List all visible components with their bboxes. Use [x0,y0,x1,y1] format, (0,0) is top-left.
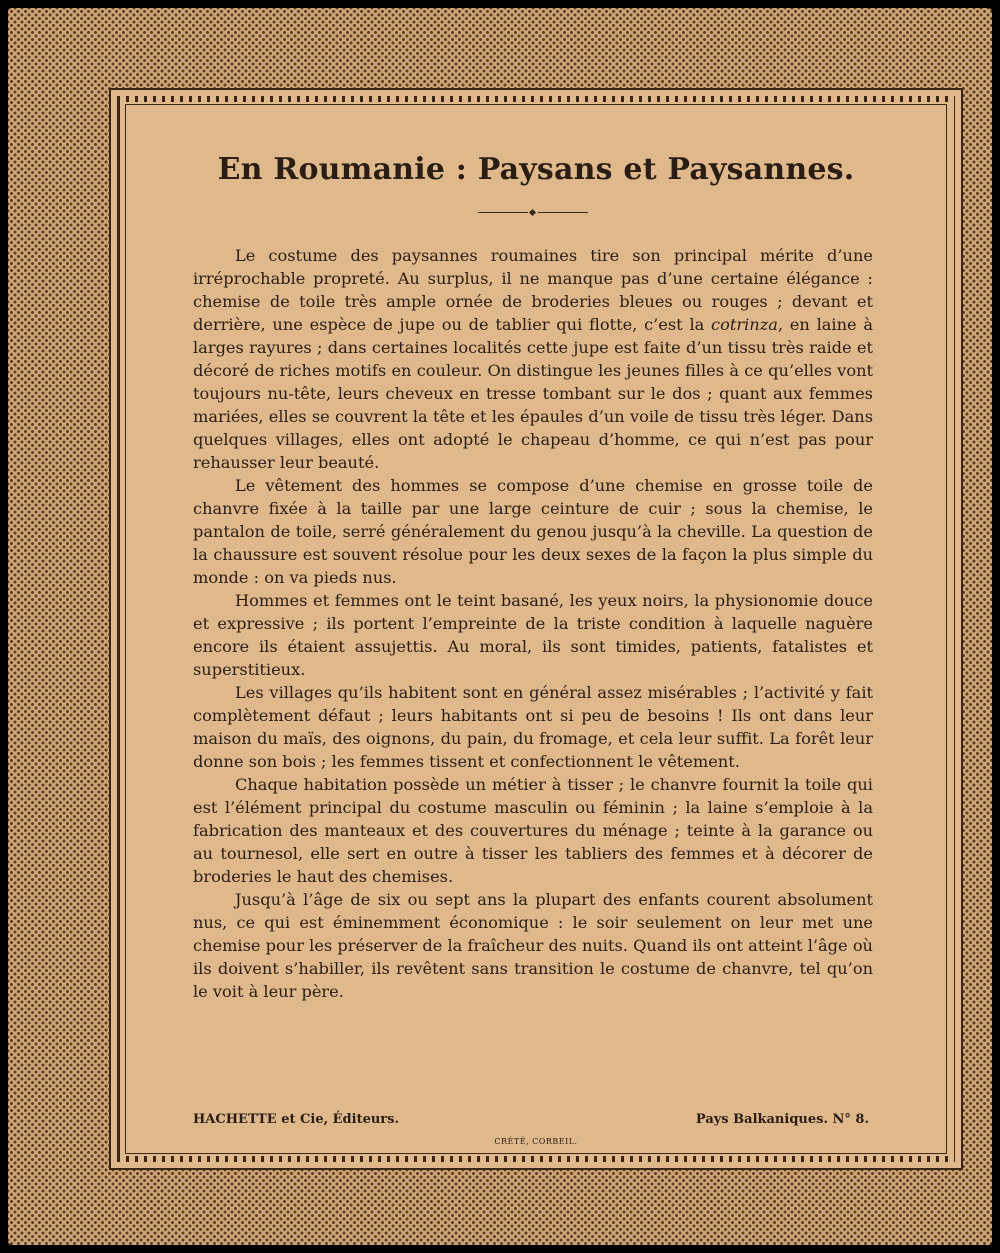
printer-credit: CRÉTÉ, CORBEIL. [494,1137,578,1146]
text-frame [109,88,963,1170]
paragraph-6: Jusqu’à l’âge de six ou sept ans la plupart des enfants courent absolument nus, ce qui est éminemment économique : le soir seulement on leur met une chemise pour les préserver de la fraîcheur des nuits. Quand ils ont atteint l’âge où ils doivent s’habiller, ils revêtent sans transition le costume de chanvre, tel qu’on le voit à leur père. [193,890,873,1001]
article-body [193,244,873,1003]
notebook-cover [8,8,992,1245]
page-title: En Roumanie : Paysans et Paysannes. [217,152,855,187]
series-number: Pays Balkaniques. N° 8. [695,1112,869,1127]
paragraph-3: Hommes et femmes ont le teint basané, les yeux noirs, la physionomie douce et expressive ; ils portent l’empreinte de la triste condition à laquelle naguère encore ils étaient assujettis. Au moral, ils sont timides, patients, fatalistes et superstitieux. [193,591,873,679]
paragraph-2: Le vêtement des hommes se compose d’une chemise en grosse toile de chanvre fixée à la taille par une large ceinture de cuir ; sous la chemise, le pantalon de toile, serré généralement du genou jusqu’à la cheville. La question de la chaussure est souvent résolue pour les deux sexes de la façon la plus simple du monde : on va pieds nus. [193,476,873,587]
title-ornament [478,210,588,216]
term-cotrinza: cotrinza [711,315,778,334]
paragraph-1: Le costume des paysannes roumaines tire son principal mérite d’une irréprochable propreté. Au surplus, il ne manque pas d’une certaine élégance : chemise de toile très ample ornée de broderies bleues ou rouges ; devant et derrière, une espèce de jupe ou de tablier qui flotte, c’est la cotrinza, en laine à larges rayures ; dans certaines localités cette jupe est faite d’un tissu très raide et décoré de riches motifs en couleur. On distingue les jeunes filles à ce qu’elles vont toujours nu-tête, leurs cheveux en tresse tombant sur le dos ; quant aux femmes mariées, elles se couvrent la tête et les épaules d’un voile de tissu très léger. Dans quelques villages, elles ont adopté le chapeau d’homme, ce qui n’est pas pour rehausser leur beauté. [193,246,873,472]
publisher-credit: HACHETTE et Cie, Éditeurs. [193,1112,399,1127]
paragraph-4: Les villages qu’ils habitent sont en général assez misérables ; l’activité y fait complètement défaut ; leurs habitants ont si peu de besoins ! Ils ont dans leur maison du maïs, des oignons, du pain, du fromage, et cela leur suffit. La forêt leur donne son bois ; les femmes tissent et confectionnent le vêtement. [193,683,873,771]
paragraph-5: Chaque habitation possède un métier à tisser ; le chanvre fournit la toile qui est l’élément principal du costume masculin ou féminin ; la laine s’emploie à la fabrication des manteaux et des couvertures du ménage ; teinte à la garance ou au tournesol, elle sert en outre à tisser les tabliers des femmes et à décorer de broderies le haut des chemises. [193,775,873,886]
